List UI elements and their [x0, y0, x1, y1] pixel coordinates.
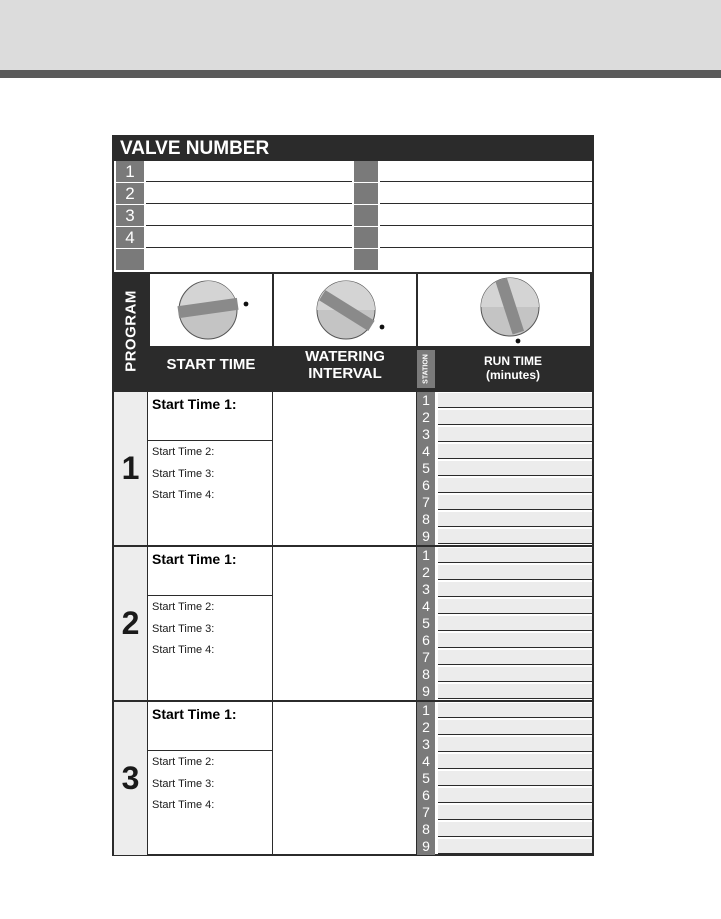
run-time-field[interactable]: [438, 650, 592, 665]
station-number: 7: [417, 649, 435, 666]
station-number: 8: [417, 821, 435, 838]
valve-entry-field[interactable]: [146, 249, 352, 270]
station-row: [417, 753, 592, 770]
program-block-1: [114, 390, 592, 545]
start-time-3-label: Start Time 3:: [152, 468, 215, 480]
station-row: [417, 649, 592, 666]
station-number: 5: [417, 460, 435, 477]
header-band: [0, 0, 721, 70]
watering-interval-dial: [274, 274, 416, 346]
station-number: 1: [417, 392, 435, 409]
valve-entry-field[interactable]: [146, 205, 352, 226]
program-number: 3: [114, 702, 148, 855]
start-time-1-field[interactable]: Start Time 1:: [148, 547, 272, 596]
run-time-header: RUN TIME (minutes): [484, 354, 542, 382]
valve-number-left: [116, 249, 144, 270]
run-time-field[interactable]: [438, 548, 592, 563]
watering-interval-header: WATERING INTERVAL: [305, 348, 385, 382]
station-number: 6: [417, 787, 435, 804]
station-row: [417, 666, 592, 683]
station-number: 7: [417, 804, 435, 821]
valve-entry-field[interactable]: [146, 183, 352, 204]
run-time-field[interactable]: [438, 822, 592, 837]
station-number: 5: [417, 615, 435, 632]
start-time-4-label: Start Time 4:: [152, 799, 215, 811]
station-number: 3: [417, 736, 435, 753]
station-number: 2: [417, 409, 435, 426]
run-time-field[interactable]: [438, 512, 592, 527]
valve-number-left: 4: [116, 227, 144, 248]
valve-row: [114, 161, 592, 182]
valve-number-left: 1: [116, 161, 144, 182]
station-number: 3: [417, 426, 435, 443]
run-time-field[interactable]: [438, 684, 592, 699]
valve-entry-field[interactable]: [380, 227, 592, 248]
station-header: STATION: [417, 350, 435, 388]
station-number: 6: [417, 632, 435, 649]
station-row: [417, 460, 592, 477]
start-time-1-field[interactable]: Start Time 1:: [148, 392, 272, 441]
run-time-field[interactable]: [438, 461, 592, 476]
station-number: 5: [417, 770, 435, 787]
station-row: [417, 838, 592, 855]
valve-row: [114, 249, 592, 270]
run-time-field[interactable]: [438, 495, 592, 510]
station-row: [417, 787, 592, 804]
station-number: 1: [417, 547, 435, 564]
station-number: 1: [417, 702, 435, 719]
station-number: 4: [417, 598, 435, 615]
additional-start-times[interactable]: [148, 596, 272, 700]
station-number: 2: [417, 564, 435, 581]
run-time-field[interactable]: [438, 805, 592, 820]
run-time-field[interactable]: [438, 410, 592, 425]
station-row: [417, 564, 592, 581]
station-row: [417, 392, 592, 409]
station-number: 7: [417, 494, 435, 511]
valve-entry-field[interactable]: [380, 161, 592, 182]
valve-row: [114, 227, 592, 248]
additional-start-times[interactable]: [148, 751, 272, 855]
program-block-3: [114, 700, 592, 855]
station-number: 4: [417, 443, 435, 460]
start-time-3-label: Start Time 3:: [152, 623, 215, 635]
run-time-dial: [418, 274, 590, 346]
run-time-field[interactable]: [438, 737, 592, 752]
start-time-2-label: Start Time 2:: [152, 446, 215, 458]
run-time-field[interactable]: [438, 771, 592, 786]
start-time-4-label: Start Time 4:: [152, 489, 215, 501]
station-row: [417, 683, 592, 700]
run-time-field[interactable]: [438, 478, 592, 493]
run-time-field[interactable]: [438, 565, 592, 580]
station-row: [417, 426, 592, 443]
start-time-2-label: Start Time 2:: [152, 601, 215, 613]
start-time-1-field[interactable]: Start Time 1:: [148, 702, 272, 751]
watering-interval-field[interactable]: [272, 547, 417, 700]
start-time-2-label: Start Time 2:: [152, 756, 215, 768]
station-row: [417, 719, 592, 736]
run-time-field[interactable]: [438, 754, 592, 769]
station-number: 4: [417, 753, 435, 770]
station-row: [417, 804, 592, 821]
run-time-field[interactable]: [438, 616, 592, 631]
station-row: [417, 528, 592, 545]
station-row: [417, 409, 592, 426]
program-number: 2: [114, 547, 148, 700]
header-divider: [0, 70, 721, 78]
station-number: 6: [417, 477, 435, 494]
start-time-4-label: Start Time 4:: [152, 644, 215, 656]
watering-interval-field[interactable]: [272, 392, 417, 545]
run-time-field[interactable]: [438, 703, 592, 718]
station-row: [417, 770, 592, 787]
valve-row: [114, 205, 592, 226]
station-row: [417, 632, 592, 649]
station-row: [417, 702, 592, 719]
station-number: 9: [417, 528, 435, 545]
program-block-2: [114, 545, 592, 700]
run-time-field[interactable]: [438, 582, 592, 597]
run-time-field[interactable]: [438, 720, 592, 735]
start-time-3-label: Start Time 3:: [152, 778, 215, 790]
station-row: [417, 598, 592, 615]
valve-number-right: [354, 161, 378, 182]
program-header: [114, 272, 592, 390]
programming-chart: [112, 135, 594, 856]
program-label: PROGRAM: [122, 290, 140, 372]
valve-number-left: 3: [116, 205, 144, 226]
station-row: [417, 821, 592, 838]
run-time-field[interactable]: [438, 427, 592, 442]
station-number: 9: [417, 838, 435, 855]
station-number: 9: [417, 683, 435, 700]
program-number: 1: [114, 392, 148, 545]
run-time-field[interactable]: [438, 529, 592, 544]
station-row: [417, 736, 592, 753]
station-number: 8: [417, 666, 435, 683]
station-row: [417, 581, 592, 598]
station-number: 8: [417, 511, 435, 528]
station-number: 3: [417, 581, 435, 598]
valve-row: [114, 183, 592, 204]
valve-number-left: 2: [116, 183, 144, 204]
watering-interval-field[interactable]: [272, 702, 417, 855]
valve-number-title: VALVE NUMBER: [114, 137, 592, 161]
station-row: [417, 615, 592, 632]
station-row: [417, 511, 592, 528]
valve-number-right: [354, 227, 378, 248]
station-row: [417, 443, 592, 460]
run-time-field[interactable]: [438, 839, 592, 854]
valve-entry-field[interactable]: [380, 205, 592, 226]
station-number: 2: [417, 719, 435, 736]
run-time-field[interactable]: [438, 667, 592, 682]
start-time-dial: [150, 274, 272, 346]
valve-entry-field[interactable]: [146, 227, 352, 248]
valve-entry-field[interactable]: [380, 249, 592, 270]
station-row: [417, 477, 592, 494]
station-row: [417, 494, 592, 511]
run-time-field[interactable]: [438, 788, 592, 803]
valve-number-right: [354, 249, 378, 270]
start-time-header: START TIME: [166, 356, 256, 373]
run-time-field[interactable]: [438, 444, 592, 459]
additional-start-times[interactable]: [148, 441, 272, 545]
valve-number-right: [354, 205, 378, 226]
run-time-field[interactable]: [438, 393, 592, 408]
valve-entry-field[interactable]: [146, 161, 352, 182]
valve-number-right: [354, 183, 378, 204]
station-row: [417, 547, 592, 564]
run-time-field[interactable]: [438, 599, 592, 614]
valve-entry-field[interactable]: [380, 183, 592, 204]
run-time-field[interactable]: [438, 633, 592, 648]
